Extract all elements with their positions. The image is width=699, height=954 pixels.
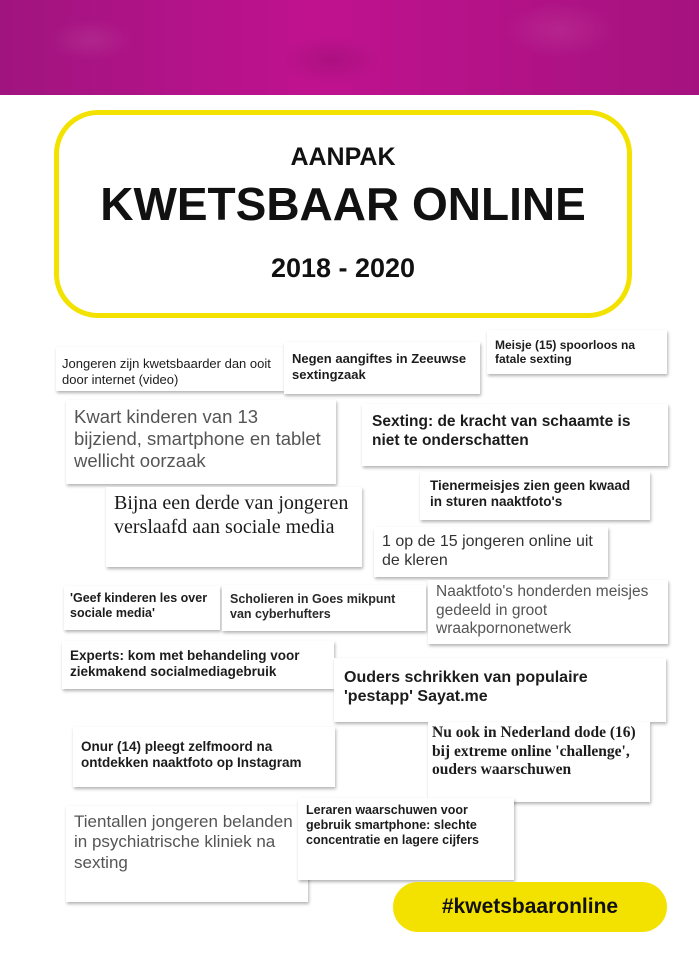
headline-clipping — [66, 806, 308, 902]
headline-text: Negen aangiftes in Zeeuwse sextingzaak — [292, 351, 467, 382]
headline-text: Ouders schrikken van populaire 'pestapp' Sayat.me — [344, 669, 588, 706]
headline-clipping — [334, 658, 666, 722]
headline-clipping — [64, 586, 220, 630]
headline-text: Scholieren in Goes mikpunt van cyberhufters — [230, 592, 396, 621]
headline-clipping — [428, 722, 650, 802]
headline-text: Sexting: de kracht van schaamte is niet te onderschatten — [372, 413, 631, 449]
page-title: KWETSBAAR ONLINE — [100, 178, 586, 230]
headline-text: Experts: kom met behandeling voor ziekmakend socialmediagebruik — [70, 648, 300, 680]
headline-clipping — [56, 347, 284, 391]
headline-clipping — [66, 400, 336, 484]
title-pretitle: AANPAK — [290, 143, 396, 171]
headline-text: Bijna een derde van jongeren verslaafd aan sociale media — [114, 492, 349, 538]
headline-text: Kwart kinderen van 13 bijziend, smartphone en tablet wellicht oorzaak — [74, 406, 321, 472]
headline-clipping — [362, 404, 668, 466]
headline-text: Nu ook in Nederland dode (16) bij extreme online 'challenge', ouders waarschuwen — [432, 724, 636, 779]
headline-text: Tienermeisjes zien geen kwaad in sturen naaktfoto's — [430, 478, 631, 510]
headline-clipping — [284, 342, 480, 394]
title-box — [54, 110, 632, 318]
headline-text: Onur (14) pleegt zelfmoord na ontdekken naaktfoto op Instagram — [81, 739, 302, 771]
headline-clipping — [106, 487, 362, 567]
headline-text: Meisje (15) spoorloos na fatale sexting — [495, 338, 636, 367]
headline-clipping — [222, 585, 426, 631]
headline-clipping — [62, 641, 334, 689]
hashtag-badge: #kwetsbaaronline — [393, 882, 667, 932]
headline-clipping — [73, 727, 335, 787]
headline-clipping — [374, 527, 608, 577]
headline-text: 1 op de 15 jongeren online uit de kleren — [382, 533, 593, 570]
headline-text: 'Geef kinderen les over sociale media' — [70, 591, 208, 620]
headline-clipping — [420, 472, 650, 520]
title-years: 2018 - 2020 — [270, 253, 416, 283]
headline-clipping — [428, 580, 668, 644]
headline-text: Naaktfoto's honderden meisjes gedeeld in groot wraakpornonetwerk — [436, 583, 649, 638]
headline-text: Tientallen jongeren belanden in psychiatrische kliniek na sexting — [74, 812, 293, 872]
magenta-banner — [0, 0, 699, 95]
headline-text: Jongeren zijn kwetsbaarder dan ooit door internet (video) — [62, 356, 271, 387]
headline-clipping — [298, 798, 514, 880]
headline-text: Leraren waarschuwen voor gebruik smartphone: slechte concentratie en lagere cijfers — [306, 803, 479, 847]
headline-clipping — [487, 330, 667, 374]
